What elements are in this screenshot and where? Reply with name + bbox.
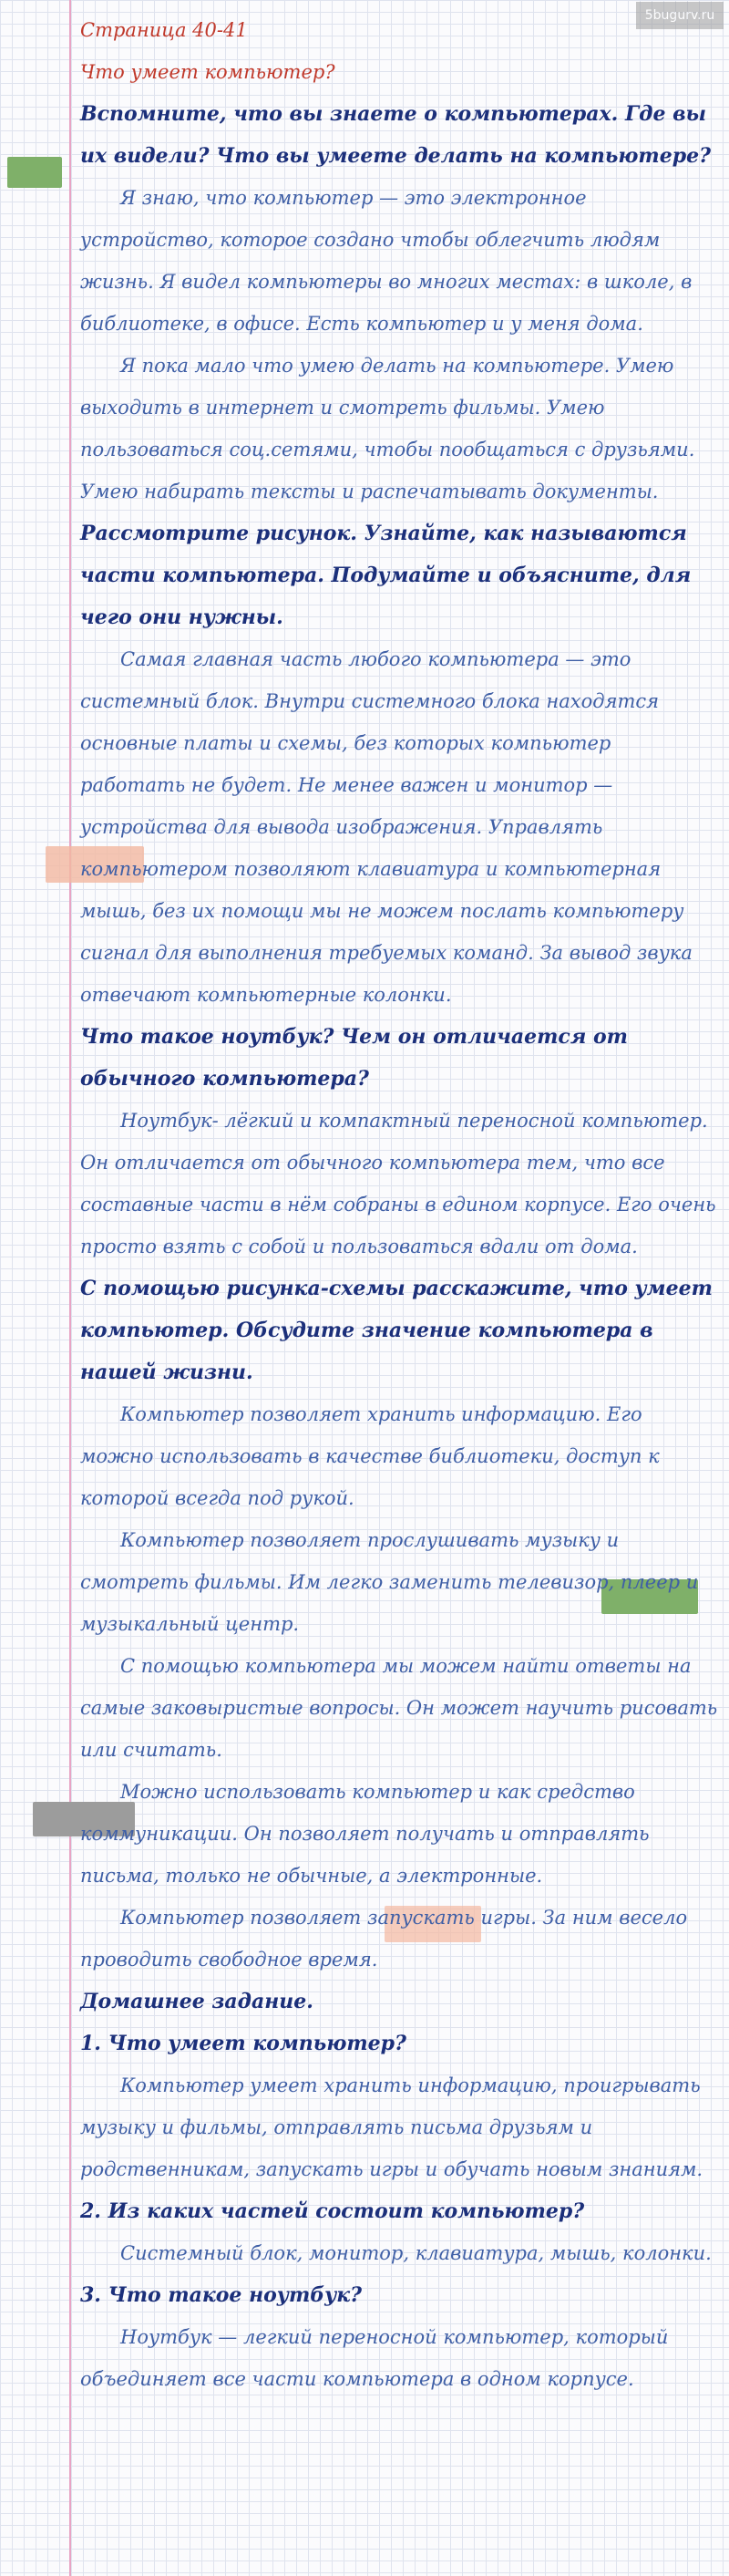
highlight-patch-green [7,157,62,188]
task-question: Что такое ноутбук? Чем он отличается от обычного компьютера? [80,1025,628,1091]
answer-paragraph: Компьютер позволяет хранить информацию. Его можно использовать в качестве библиотеки, доступ к которой всегда под рукой. [80,1403,660,1509]
task-question: Вспомните, что вы знаете о компьютерах. Где вы их видели? Что вы умеете делать на компьютере? [80,102,711,168]
homework-question: 3. Что такое ноутбук? [80,2283,363,2307]
notebook-margin-line [69,0,71,2576]
answer-paragraph: Я пока мало что умею делать на компьютере. Умею выходить в интернет и смотреть фильмы. Умею пользоваться соц.сетями, чтобы пообщаться с друзьями. Умею набирать тексты и распечатывать документы. [80,355,695,502]
watermark: 5bugurv.ru [636,2,724,29]
task-question: С помощью рисунка-схемы расскажите, что умеет компьютер. Обсудите значение компьютера в нашей жизни. [80,1277,713,1384]
homework-question: 1. Что умеет компьютер? [80,2032,406,2055]
notebook-content [80,9,718,2400]
answer-paragraph: Компьютер позволяет запускать игры. За ним весело проводить свободное время. [80,1907,688,1971]
page-title: Страница 40-41 [80,19,248,41]
task-question: Рассмотрите рисунок. Узнайте, как называются части компьютера. Подумайте и объясните, для чего они нужны. [80,522,692,629]
homework-answer: Системный блок, монитор, клавиатура, мышь, колонки. [120,2242,712,2264]
answer-paragraph: Я знаю, что компьютер — это электронное устройство, которое создано чтобы облегчить людям жизнь. Я видел компьютеры во многих местах: в школе, в библиотеке, в офисе. Есть компьютер и у меня дома. [80,187,693,335]
homework-heading: Домашнее задание. [80,1990,313,2013]
answer-paragraph: Ноутбук- лёгкий и компактный переносной компьютер. Он отличается от обычного компьютера тем, что все составные части в нём собраны в едином корпусе. Его очень просто взять с собой и пользоваться вдали от дома. [80,1110,716,1257]
answer-paragraph: Самая главная часть любого компьютера — это системный блок. Внутри системного блока находятся основные платы и схемы, без которых компьютер работать не будет. Не менее важен и монитор — устройства для вывода изображения. Управлять компьютером позволяют клавиатура и компьютерная мышь, без их помощи мы не можем послать компьютеру сигнал для выполнения требуемых команд. За вывод звука отвечают компьютерные колонки. [80,648,693,1006]
answer-paragraph: Компьютер позволяет прослушивать музыку и смотреть фильмы. Им легко заменить телевизор, плеер и музыкальный центр. [80,1529,699,1635]
answer-paragraph: С помощью компьютера мы можем найти ответы на самые заковыристые вопросы. Он может научить рисовать или считать. [80,1655,718,1761]
homework-answer: Компьютер умеет хранить информацию, проигрывать музыку и фильмы, отправлять письма друзьям и родственникам, запускать игры и обучать новым знаниям. [80,2074,703,2180]
homework-question: 2. Из каких частей состоит компьютер? [80,2199,585,2223]
homework-answer: Ноутбук — легкий переносной компьютер, который объединяет все части компьютера в одном корпусе. [80,2326,669,2390]
answer-paragraph: Можно использовать компьютер и как средство коммуникации. Он позволяет получать и отправлять письма, только не обычные, а электронные. [80,1781,650,1887]
section-title: Что умеет компьютер? [80,61,335,83]
